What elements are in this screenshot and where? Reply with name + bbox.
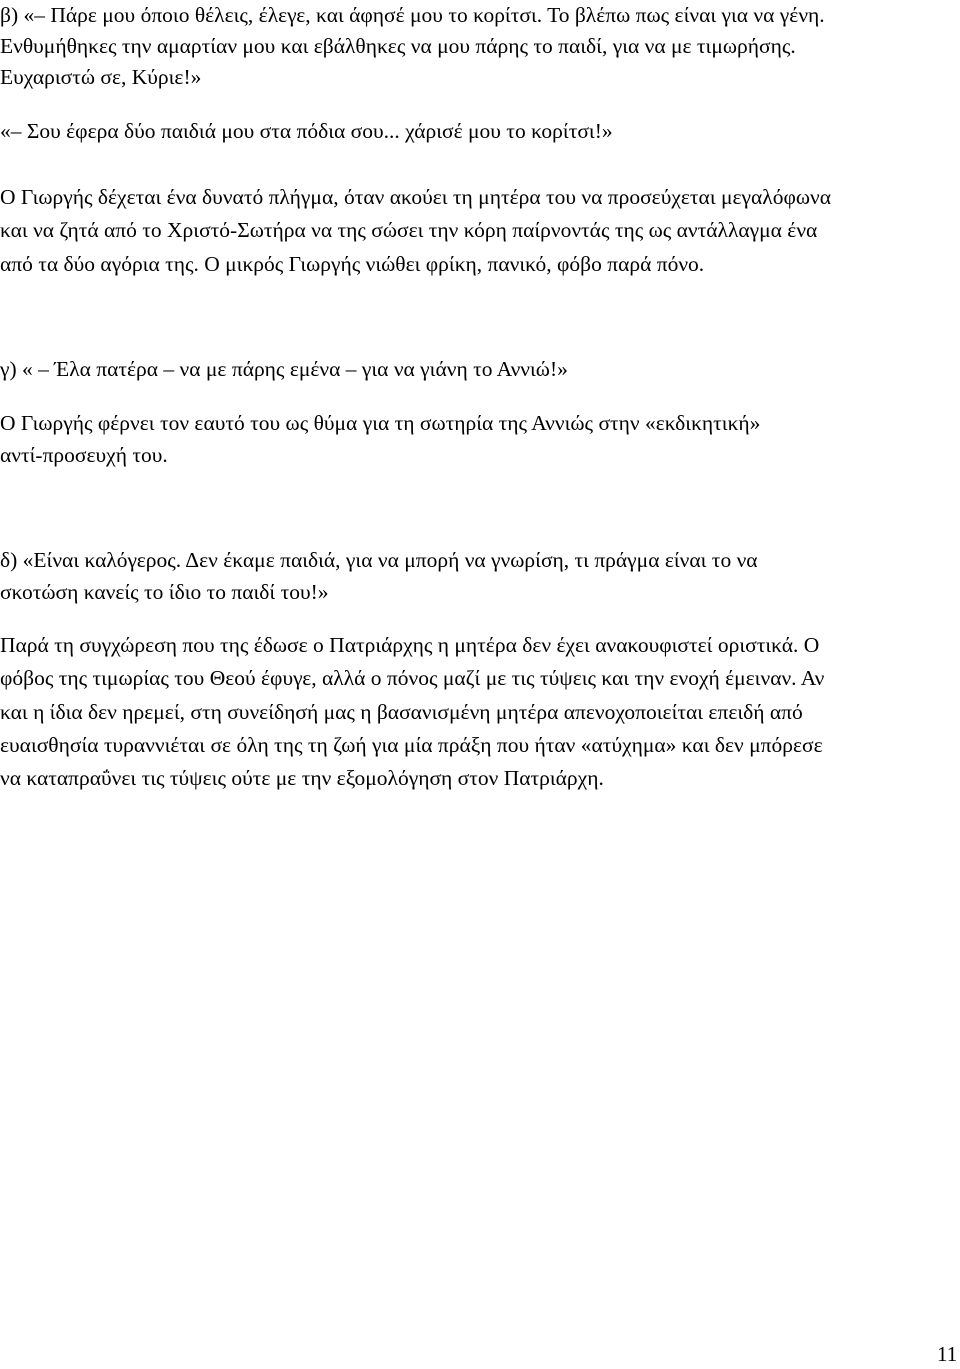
text-line: δ) «Είναι καλόγερος. Δεν έκαμε παιδιά, για να μπορή να γνωρίση, τι πράγμα είναι το να [0,548,758,572]
text-line: να καταπραΰνει τις τύψεις ούτε με την εξομολόγηση στον Πατριάρχη. [0,766,604,790]
text-line: φόβος της τιμωρίας του Θεού έφυγε, αλλά ο πόνος μαζί με τις τύψεις και την ενοχή έμειναν. Αν [0,666,825,690]
text-line: Ο Γιωργής δέχεται ένα δυνατό πλήγμα, όταν ακούει τη μητέρα του να προσεύχεται μεγαλόφωνα [0,185,832,209]
text-line: από τα δύο αγόρια της. Ο μικρός Γιωργής νιώθει φρίκη, πανικό, φόβο παρά πόνο. [0,252,705,276]
text-line: β) «– Πάρε μου όποιο θέλεις, έλεγε, και άφησέ μου το κορίτσι. Το βλέπω πως είναι για να γένη. [0,3,825,27]
text-line: αντί-προσευχή του. [0,443,168,467]
text-line: και η ίδια δεν ηρεμεί, στη συνείδησή μας η βασανισμένη μητέρα απενοχοποιείται επειδή από [0,700,803,724]
text-line: Ο Γιωργής φέρνει τον εαυτό του ως θύμα για τη σωτηρία της Αννιώς στην «εκδικητική» [0,411,761,435]
text-line: Ευχαριστώ σε, Κύριε!» [0,65,202,89]
text-line: σκοτώση κανείς το ίδιο το παιδί του!» [0,580,329,604]
text-line: γ) « – Έλα πατέρα – να με πάρης εμένα – για να γιάνη το Αννιώ!» [0,357,568,381]
text-line: Παρά τη συγχώρεση που της έδωσε ο Πατριάρχης η μητέρα δεν έχει ανακουφιστεί οριστικά. Ο [0,633,820,657]
text-line: και να ζητά από το Χριστό-Σωτήρα να της σώσει την κόρη παίρνοντάς της ως αντάλλαγμα ένα [0,218,818,242]
text-line: Ενθυμήθηκες την αμαρτίαν μου και εβάλθηκες να μου πάρης το παιδί, για να με τιμωρήσης. [0,34,796,58]
text-line: «– Σου έφερα δύο παιδιά μου στα πόδια σου... χάρισέ μου το κορίτσι!» [0,119,613,143]
text-line: ευαισθησία τυραννιέται σε όλη της τη ζωή για μία πράξη που ήταν «ατύχημα» και δεν μπόρεσε [0,733,823,757]
page-number: 11 [937,1342,958,1366]
